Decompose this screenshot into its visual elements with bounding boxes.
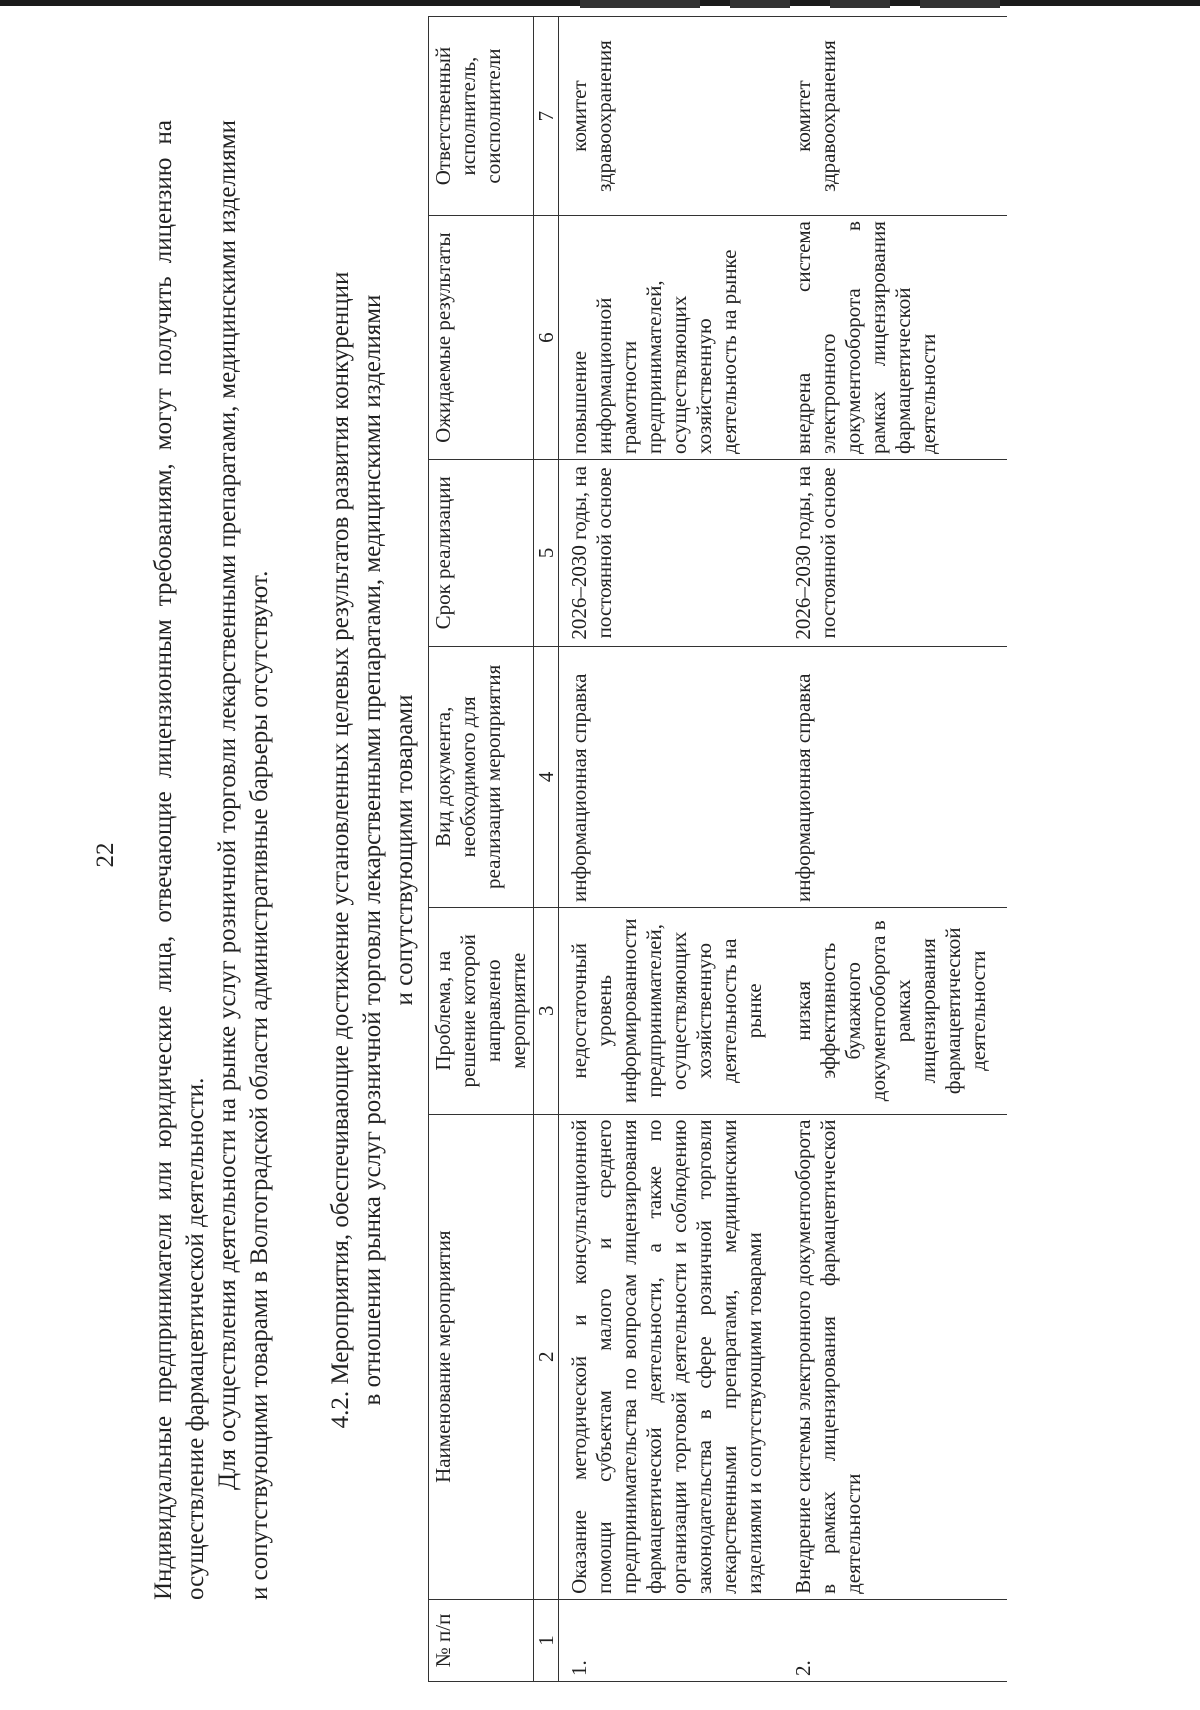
column-number: 6	[534, 216, 559, 460]
header-problem: Проблема, на решение которой направлено мероприятие	[429, 908, 534, 1115]
table-header-row	[429, 17, 534, 1682]
expected-results: внедрена система электронного документооборота в рамках лицензирования фармацевтической деятельности	[783, 216, 1007, 460]
measures-table-container	[428, 16, 1007, 1682]
document-type: информационная справка	[559, 646, 784, 907]
table-row	[783, 17, 1007, 1682]
section-heading	[325, 100, 421, 1600]
section-heading-line: и сопутствующими товарами	[391, 694, 418, 1006]
document-type: информационная справка	[783, 646, 1007, 907]
measure-problem: недостаточный уровень информированности предпринимателей, осуществляющих хозяйственную деятельность на рынке	[559, 908, 784, 1115]
header-term: Срок реализации	[429, 460, 534, 647]
measure-problem: низкая эффективность бумажного документооборота в рамках лицензирования фармацевтической деятельности	[783, 908, 1007, 1115]
page-number: 22	[92, 842, 119, 868]
implementation-term: 2026–2030 годы, на постоянной основе	[783, 460, 1007, 647]
header-measure-name: Наименование мероприятия	[429, 1114, 534, 1599]
header-number: № п/п	[429, 1599, 534, 1681]
column-number: 5	[534, 460, 559, 647]
implementation-term: 2026–2030 годы, на постоянной основе	[559, 460, 784, 647]
section-heading-line: 4.2. Мероприятия, обеспечивающие достижение установленных целевых результатов развития конкуренции	[327, 271, 354, 1429]
row-number: 2.	[783, 1599, 1007, 1681]
column-number: 3	[534, 908, 559, 1115]
measure-name: Оказание методической и консультационной помощи субъектам малого и среднего предпринимательства по вопросам лицензирования фармацевтической деятельности, а также по организации торговой деятельности и соблюдению законодательства в сфере розничной торговли лекарственными препаратами, медицинскими изделиями и сопутствующими товарами	[559, 1114, 784, 1599]
paragraph-license-requirement: Индивидуальные предприниматели или юридические лица, отвечающие лицензионным требованиям, могут получить лицензию на осуществление фармацевтической деятельности.	[150, 120, 209, 1600]
responsible-executor: комитет здравоохранения	[559, 17, 784, 216]
row-number: 1.	[559, 1599, 784, 1681]
paragraph-no-barriers: Для осуществления деятельности на рынке услуг розничной торговли лекарственными препаратами, медицинскими изделиями и сопутствующими товарами в Волгоградской области административные барьеры отсутствуют.	[214, 120, 273, 1600]
table-row	[559, 17, 784, 1682]
header-document-type: Вид документа, необходимого для реализации мероприятия	[429, 646, 534, 907]
section-heading-line: в отношении рынка услуг розничной торговли лекарственными препаратами, медицинскими изделиями	[359, 294, 386, 1406]
column-number: 7	[534, 17, 559, 216]
measures-table	[428, 16, 1007, 1682]
column-number: 4	[534, 646, 559, 907]
column-number: 1	[534, 1599, 559, 1681]
expected-results: повышение информационной грамотности предпринимателей, осуществляющих хозяйственную деятельность на рынке	[559, 216, 784, 460]
header-expected-results: Ожидаемые результаты	[429, 216, 534, 460]
header-responsible: Ответственный исполнитель, соисполнители	[429, 17, 534, 216]
column-number: 2	[534, 1114, 559, 1599]
responsible-executor: комитет здравоохранения	[783, 17, 1007, 216]
measure-name: Внедрение системы электронного документооборота в рамках лицензирования фармацевтической деятельности	[783, 1114, 1007, 1599]
column-number-row	[534, 17, 559, 1682]
